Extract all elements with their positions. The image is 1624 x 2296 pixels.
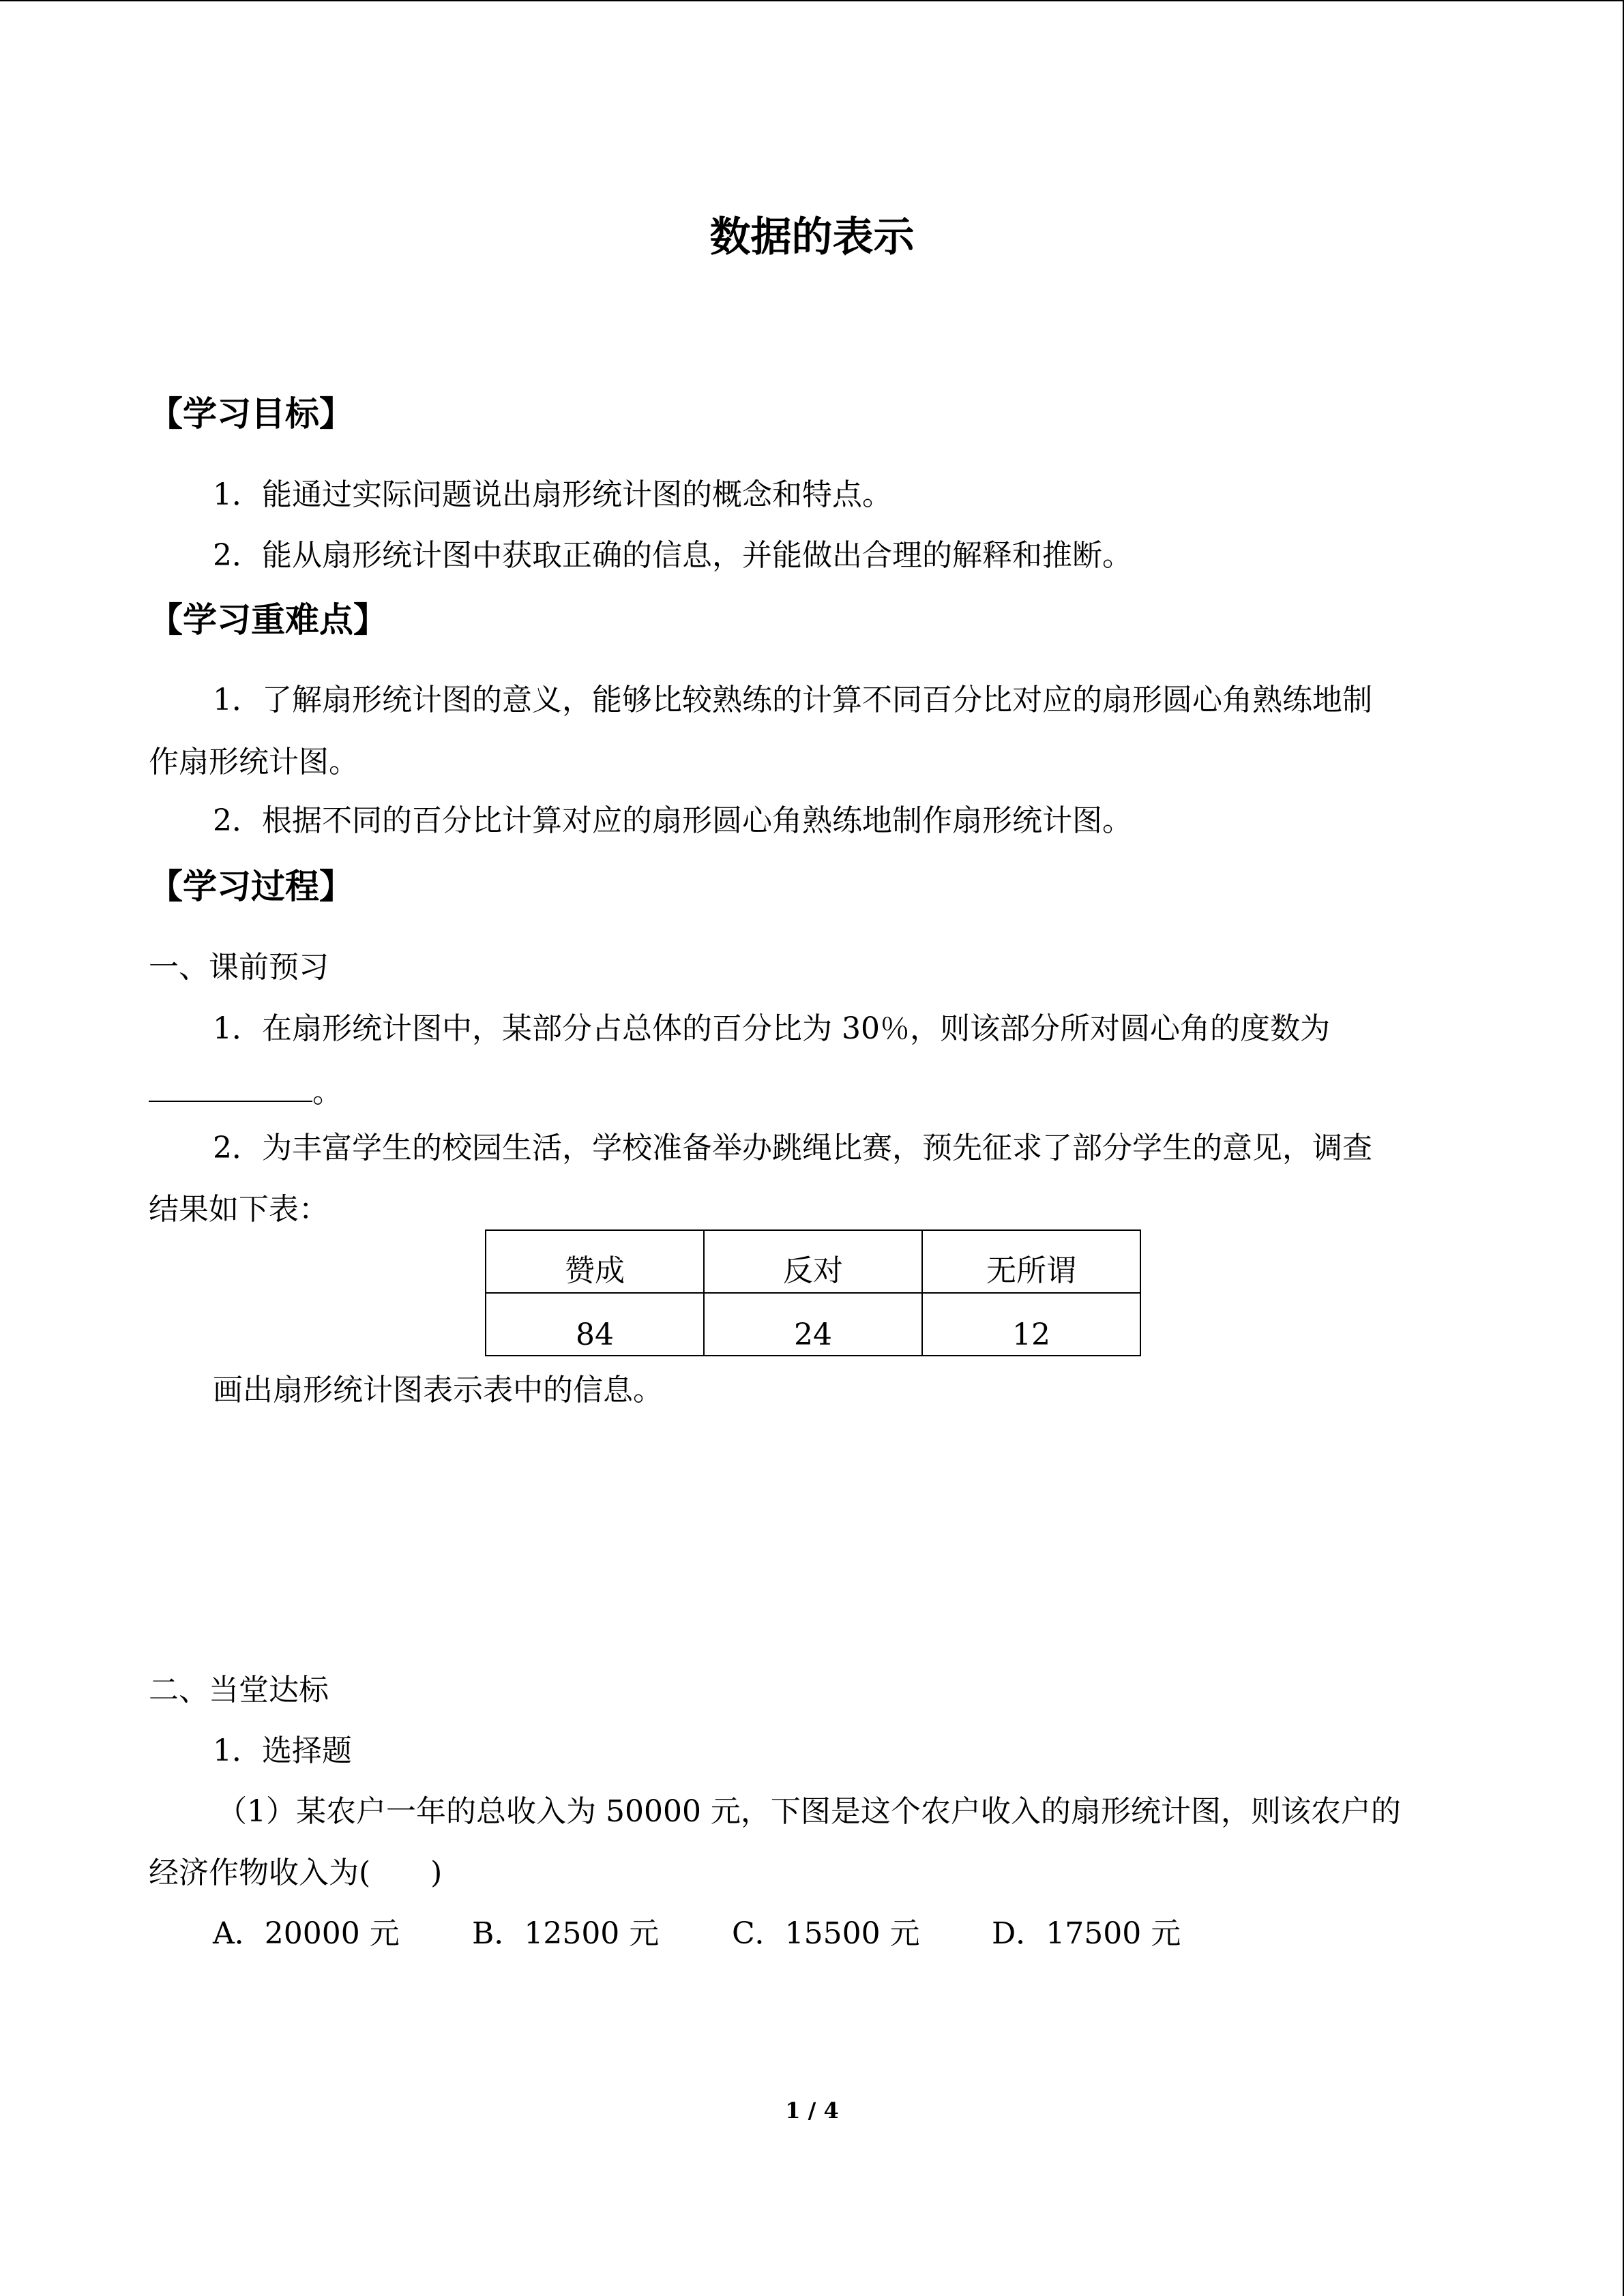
page-number: 1 / 4 [785, 2098, 839, 2123]
key-point-1-line-2: 作扇形统计图。 [149, 745, 359, 779]
option-d[interactable]: D．17500 元 [992, 1916, 1181, 1951]
table-header-cell: 赞成 [486, 1230, 704, 1293]
objective-item-2: 2．能从扇形统计图中获取正确的信息，并能做出合理的解释和推断。 [213, 538, 1132, 573]
preview-question-1-line-1: 1．在扇形统计图中，某部分占总体的百分比为 30％，则该部分所对圆心角的度数为 [213, 1011, 1330, 1046]
table-cell: 84 [486, 1293, 704, 1356]
drawing-instruction: 画出扇形统计图表示表中的信息。 [213, 1373, 663, 1407]
table-header-cell: 无所谓 [922, 1230, 1140, 1293]
table-row [486, 1293, 1140, 1356]
survey-table [485, 1229, 1141, 1356]
preview-question-2-line-2: 结果如下表： [149, 1192, 329, 1227]
part1-heading: 一、课前预习 [149, 950, 329, 985]
heading-objectives: 【学习目标】 [149, 394, 353, 434]
table-cell: 24 [704, 1293, 922, 1356]
option-b[interactable]: B．12500 元 [472, 1916, 660, 1951]
choice-question-1-line-1: （1）某农户一年的总收入为 50000 元，下图是这个农户收入的扇形统计图，则该农户的 [217, 1794, 1401, 1829]
question-1-end-mark: 。 [312, 1075, 342, 1109]
heading-key-points: 【学习重难点】 [149, 600, 387, 640]
key-point-2: 2．根据不同的百分比计算对应的扇形圆心角熟练地制作扇形统计图。 [213, 803, 1132, 838]
part2-heading: 二、当堂达标 [149, 1673, 329, 1708]
preview-question-2-line-1: 2．为丰富学生的校园生活，学校准备举办跳绳比赛，预先征求了部分学生的意见，调查 [213, 1131, 1372, 1165]
option-a[interactable]: A．20000 元 [213, 1916, 400, 1951]
preview-question-1-line-2 [149, 1071, 342, 1114]
choice-question-1-line-2: 经济作物收入为( ) [149, 1855, 443, 1890]
option-c[interactable]: C．15500 元 [732, 1916, 920, 1951]
table-cell: 12 [922, 1293, 1140, 1356]
objective-item-1: 1．能通过实际问题说出扇形统计图的概念和特点。 [213, 477, 892, 512]
table-header-row [486, 1230, 1140, 1293]
key-point-1-line-1: 1．了解扇形统计图的意义，能够比较熟练的计算不同百分比对应的扇形圆心角熟练地制 [213, 683, 1372, 717]
heading-process: 【学习过程】 [149, 867, 353, 906]
answer-blank[interactable] [149, 1071, 312, 1102]
page-title: 数据的表示 [709, 213, 915, 261]
choice-subheading: 1．选择题 [213, 1733, 352, 1768]
table-header-cell: 反对 [704, 1230, 922, 1293]
